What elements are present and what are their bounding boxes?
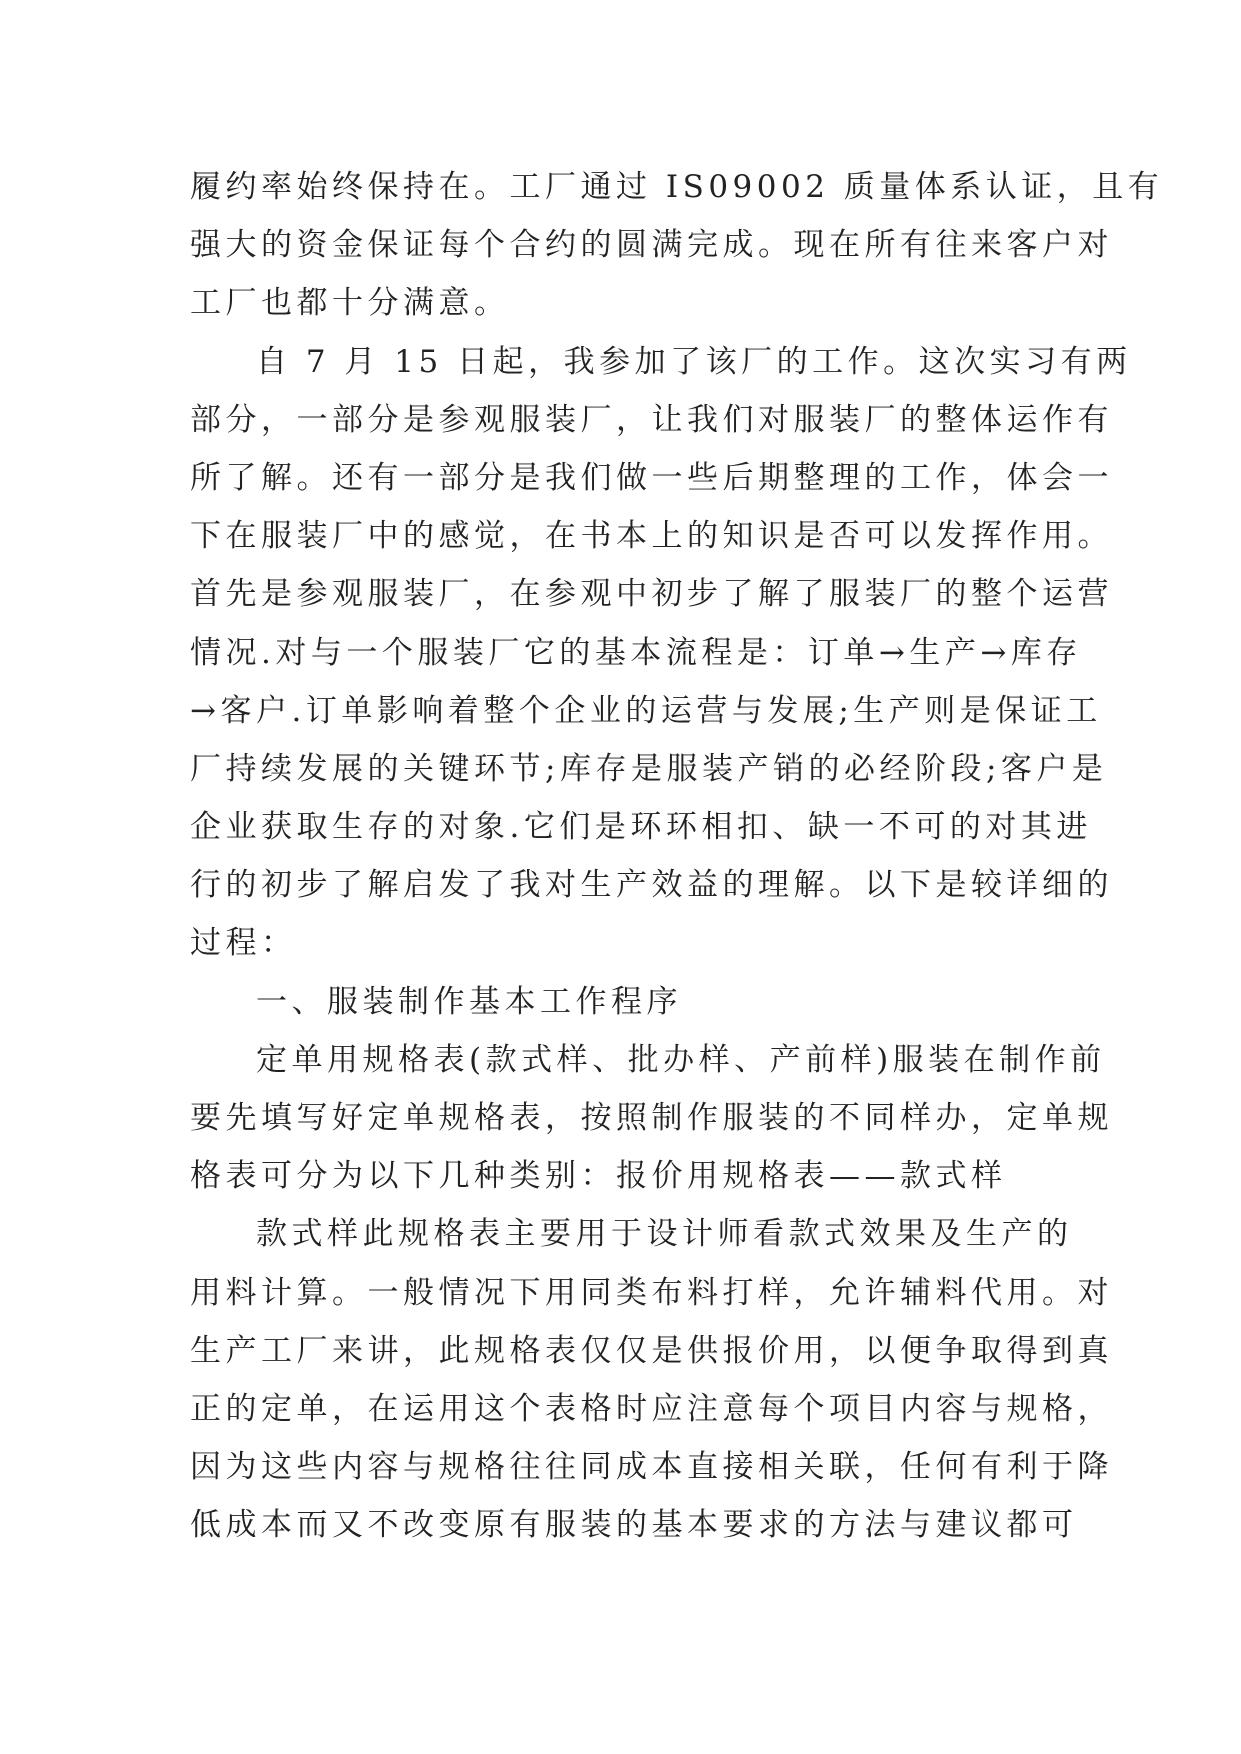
text-line: 首先是参观服装厂，在参观中初步了解了服装厂的整个运营 — [190, 576, 1113, 613]
text-line: 低成本而又不改变原有服装的基本要求的方法与建议都可 — [190, 1507, 1078, 1544]
section-heading: 一、服装制作基本工作程序 — [256, 983, 682, 1020]
text-line: 要先填写好定单规格表，按照制作服装的不同样办，定单规 — [190, 1100, 1113, 1136]
text-line: 厂持续发展的关键环节;库存是服装产销的必经阶段;客户是 — [190, 750, 1108, 787]
text-line: →客户.订单影响着整个企业的运营与发展;生产则是保证工 — [190, 692, 1102, 729]
text-line: 企业获取生存的对象.它们是环环相扣、缺一不可的对其进 — [190, 809, 1092, 846]
text-line: 工厂也都十分满意。 — [190, 285, 510, 322]
text-line: 行的初步了解启发了我对生产效益的理解。以下是较详细的 — [190, 867, 1113, 904]
text-line: 下在服装厂中的感觉，在书本上的知识是否可以发挥作用。 — [190, 518, 1113, 555]
text-line: 强大的资金保证每个合约的圆满完成。现在所有往来客户对 — [190, 227, 1113, 264]
text-line: 履约率始终保持在。工厂通过 IS09002 质量体系认证，且有 — [190, 169, 1164, 205]
paragraph-start-line: 款式样此规格表主要用于设计师看款式效果及生产的 — [256, 1216, 1073, 1253]
paragraph-start-line: 定单用规格表(款式样、批办样、产前样)服装在制作前 — [256, 1041, 1106, 1078]
text-line: 所了解。还有一部分是我们做一些后期整理的工作，体会一 — [190, 459, 1113, 496]
text-line: 部分，一部分是参观服装厂，让我们对服装厂的整体运作有 — [190, 401, 1113, 438]
text-line: 因为这些内容与规格往往同成本直接相关联，任何有利于降 — [190, 1449, 1113, 1486]
text-line: 情况.对与一个服装厂它的基本流程是：订单→生产→库存 — [190, 634, 1082, 671]
text-line: 正的定单，在运用这个表格时应注意每个项目内容与规格， — [190, 1390, 1113, 1427]
text-line: 过程： — [190, 925, 297, 962]
text-line: 格表可分为以下几种类别：报价用规格表——款式样 — [190, 1158, 1007, 1195]
text-line: 用料计算。一般情况下用同类布料打样，允许辅料代用。对 — [190, 1274, 1113, 1311]
paragraph-start-line: 自 7 月 15 日起，我参加了该厂的工作。这次实习有两 — [256, 343, 1132, 380]
text-line: 生产工厂来讲，此规格表仅仅是供报价用，以便争取得到真 — [190, 1332, 1113, 1369]
body-text — [190, 158, 1164, 1555]
